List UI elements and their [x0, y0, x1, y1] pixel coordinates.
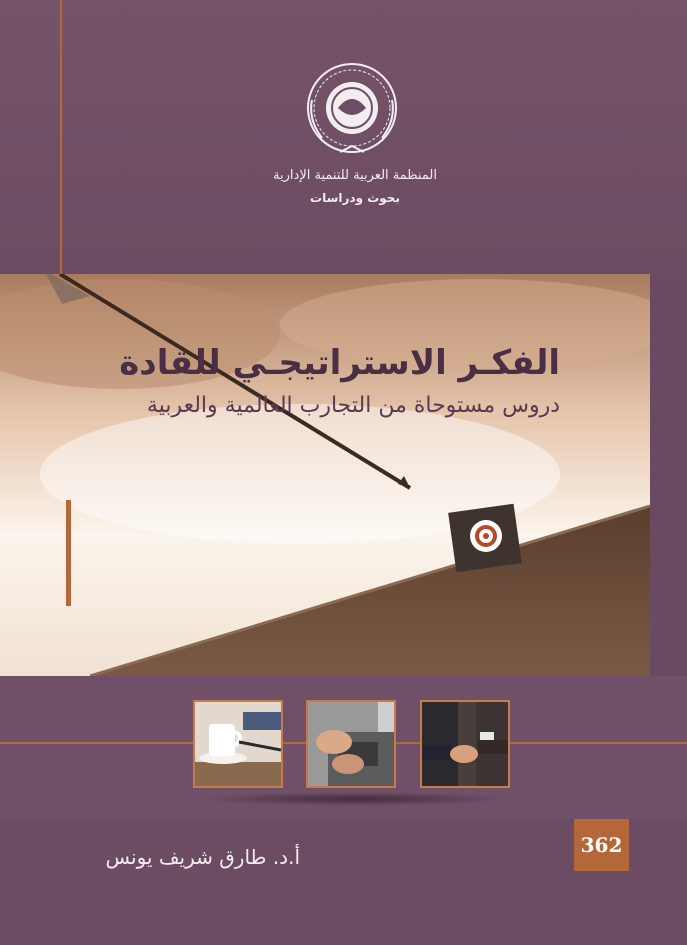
vertical-accent-line	[60, 0, 62, 274]
thumbnail-shadow	[200, 792, 510, 806]
handshake-photo	[420, 700, 510, 788]
series-number-badge: 362	[574, 819, 629, 871]
book-subtitle: دروس مستوحاة من التجارب العالمية والعربية	[146, 393, 560, 418]
cover-photo	[0, 274, 650, 676]
organization-seal-icon	[302, 60, 402, 160]
right-strip	[650, 274, 687, 676]
photo-accent-bar	[66, 500, 71, 606]
laptop-typing-photo	[306, 700, 396, 788]
arrow-and-target-photo	[0, 274, 650, 676]
author-name: أ.د. طارق شريف يونس	[105, 845, 300, 869]
book-title: الفكـر الاستراتيجـي للقادة	[119, 343, 560, 383]
organization-name: المنظمة العربية للتنمية الإدارية	[273, 168, 437, 183]
coffee-and-pen-photo	[193, 700, 283, 788]
series-name: بحوث ودراسات	[310, 191, 400, 205]
